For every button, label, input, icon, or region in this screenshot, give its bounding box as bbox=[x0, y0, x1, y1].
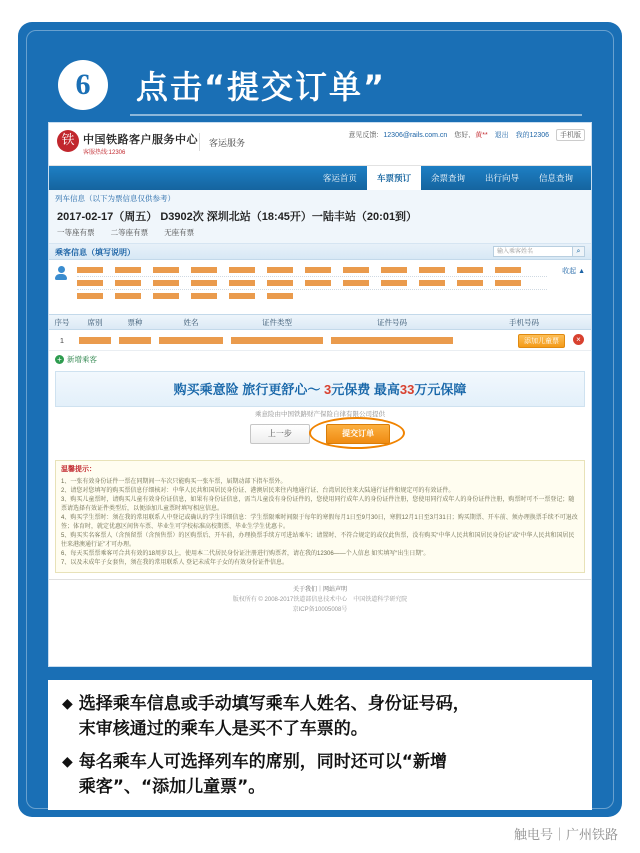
embedded-screenshot bbox=[48, 122, 592, 667]
insurance-price-unit: 元保费 bbox=[331, 382, 371, 397]
nav-item-list bbox=[313, 166, 583, 190]
row-index: 1 bbox=[59, 335, 65, 345]
nav-item-travel-guide[interactable]: 出行向导 bbox=[484, 173, 519, 183]
nav-item-ticket-booking[interactable]: 车票预订 bbox=[367, 166, 421, 190]
insurance-text bbox=[56, 379, 584, 398]
caption-bullet-1 bbox=[62, 692, 578, 742]
page-title: 点击“提交订单” bbox=[136, 68, 387, 106]
header-divider bbox=[130, 114, 582, 116]
seat-option-standing[interactable]: 无座有票 bbox=[164, 228, 195, 237]
logout-link[interactable]: 退出 bbox=[494, 132, 509, 139]
column-index: 序号 bbox=[54, 317, 70, 327]
collapse-toggle[interactable]: 收起 ▲ bbox=[562, 268, 585, 275]
train-info-detail: 2017-02-17（周五） D3902次 深圳北站（18:45开）一陆丰站（20:01到） bbox=[57, 211, 418, 223]
my12306-link[interactable]: 我的12306 bbox=[515, 132, 550, 139]
insurance-text-left: 购买乘意险 bbox=[173, 382, 239, 397]
passenger-row[interactable] bbox=[77, 277, 547, 290]
tips-item: 6、每天买票票乘客可合共有效的18周岁以上，使用本二代居民身份证注册进行购票者，请在我的12306——个人信息 如实填写“出生日期”。 bbox=[61, 550, 430, 557]
passenger-row[interactable] bbox=[77, 264, 547, 277]
caption-line: 末审核通过的乘车人是买不了车票的。 bbox=[78, 719, 368, 739]
main-nav bbox=[49, 166, 591, 190]
row-idtype-value[interactable] bbox=[231, 337, 323, 344]
tips-box bbox=[55, 460, 585, 573]
tips-item: 1、一张有效身份证件一票在同期间一车次只能购买一张车票，届期动部下指车票外。 bbox=[61, 478, 287, 485]
passenger-table-header bbox=[49, 314, 591, 330]
column-id-number: 证件号码 bbox=[377, 317, 407, 327]
table-row[interactable] bbox=[49, 330, 591, 351]
delete-icon[interactable]: × bbox=[573, 334, 584, 345]
search-icon[interactable]: ⌕ bbox=[572, 246, 585, 257]
footer-copyright: 版权所有 © 2008-2017铁道部信息技术中心 中国铁道科学研究院 bbox=[232, 596, 408, 603]
insurance-text-mid: 旅行更舒心～ bbox=[242, 382, 321, 397]
submit-order-button[interactable]: 提交订单 bbox=[326, 424, 390, 444]
caption-line: 每名乘车人可选择列车的席别，同时还可以“新增 bbox=[78, 752, 447, 772]
column-name: 姓名 bbox=[183, 317, 199, 327]
passenger-search-input[interactable]: 输入乘客姓名 bbox=[493, 246, 585, 257]
tips-item: 2、请您对您填写的购买票信息仔细核对：中华人民共和国居民身份证、港澳居民来往内地通行证、台湾居民往来大陆通行证件和规定可的有效证件。 bbox=[61, 487, 455, 494]
top-right-bar bbox=[343, 129, 585, 141]
plus-icon: + bbox=[55, 355, 64, 364]
passenger-section-title: 乘客信息（填写说明） bbox=[55, 248, 135, 257]
service-hotline: 客服热线:12306 bbox=[83, 150, 126, 156]
submit-order-wrapper bbox=[326, 424, 390, 444]
feedback-label: 意见反馈: bbox=[348, 132, 379, 139]
insurance-cover-unit: 万元保障 bbox=[414, 382, 467, 397]
site-logo-text: 中国铁路客户服务中心 bbox=[83, 134, 198, 146]
railway-logo-icon: 铁 bbox=[57, 130, 79, 152]
caption-line: 乘客”、“添加儿童票”。 bbox=[78, 777, 266, 797]
passenger-checkbox-rows bbox=[77, 264, 547, 302]
greeting-label: 您好, bbox=[454, 132, 471, 139]
caption-line: 选择乘车信息或手动填写乘车人姓名、身份证号码， bbox=[78, 694, 470, 714]
tips-item: 3、购买儿童票时，请购买儿童有效身份证信息，如果有身份证信息，需当儿童没有身份证件的，您使用同行成年人的身份证件注册，您使用同行成年人的身份证件注册，购票时可不一票登记；随票请选择有效证件类型后，以便添加儿童票时填写相应信息。 bbox=[61, 496, 575, 512]
watermark: 触电号｜广州铁路 bbox=[513, 827, 618, 842]
seat-option-second-class[interactable]: 二等座有票 bbox=[110, 228, 149, 237]
column-id-type: 证件类型 bbox=[262, 317, 292, 327]
caption-text-1 bbox=[79, 692, 470, 742]
step-number-badge: 6 bbox=[58, 60, 108, 110]
bullet-marker-icon: ◆ bbox=[62, 695, 73, 711]
train-info-title: 列车信息（以下为票信息仅供参考） bbox=[55, 194, 175, 203]
insurance-cover-prefix: 最高 bbox=[373, 382, 400, 397]
highlight-annotation-ellipse bbox=[309, 417, 405, 449]
service-label: 客运服务 bbox=[209, 138, 246, 148]
footer-links[interactable]: 关于我们｜网站声明 bbox=[292, 586, 347, 593]
header bbox=[18, 22, 622, 110]
site-top-bar bbox=[49, 123, 591, 166]
column-seat-class: 席别 bbox=[87, 317, 103, 327]
row-seat-value[interactable] bbox=[79, 337, 111, 344]
tips-item: 5、购买实名客票人（含预留票（含预售票）的区购票后、开车前，办理换票手续方可进站乘车；请置时、不符合规定的或仅此售票，没有购买“中华人民共和国居民身份证”或“中华人民共和国居民往来港澳通行证”才可办理。 bbox=[61, 532, 575, 548]
tips-item: 4、购买学生票时：须在我的常用联系人中登记或确认的学生详细信息：学生票限乘时间限于每年的寒假每月1日至9月30日，寒假12月1日至3月31日；购买期票、开车前、须办理换票手续不可退改签；体育时，就定优惠区间售车票、毕业生可学校标准高校期票、毕业生学生优惠卡。 bbox=[61, 514, 578, 530]
person-icon bbox=[55, 266, 67, 280]
train-info-section bbox=[49, 190, 591, 244]
user-name: 黄** bbox=[475, 132, 488, 139]
insurance-note: 乘意险由中国铁路财产保险自律有限公司提供 bbox=[255, 411, 385, 418]
insurance-cover-value: 33 bbox=[399, 382, 415, 397]
caption-text-2 bbox=[79, 750, 447, 800]
column-phone: 手机号码 bbox=[509, 317, 539, 327]
nav-item-home[interactable]: 客运首页 bbox=[322, 173, 357, 183]
tips-item: 7、以及未成年子女套售，须在我的常用联系人 登记未成年子女的有效身份证件信息。 bbox=[61, 559, 289, 566]
mobile-version-button[interactable]: 手机版 bbox=[556, 129, 585, 141]
add-child-ticket-button[interactable]: 添加儿童票 bbox=[518, 334, 565, 348]
add-passenger-button[interactable] bbox=[49, 351, 591, 369]
footer-icp: 京ICP备10005008号 bbox=[292, 606, 348, 613]
passenger-row[interactable] bbox=[77, 290, 547, 302]
insurance-price: 3 bbox=[323, 382, 332, 397]
row-name-value[interactable] bbox=[159, 337, 223, 344]
row-idnumber-value[interactable] bbox=[331, 337, 453, 344]
caption-bullet-2 bbox=[62, 750, 578, 800]
row-ticket-value[interactable] bbox=[119, 337, 151, 344]
seat-availability-list bbox=[55, 227, 585, 241]
blue-frame bbox=[18, 22, 622, 817]
logo-divider bbox=[199, 133, 200, 151]
feedback-mail-link[interactable]: 12306@rails.com.cn bbox=[383, 132, 448, 139]
passenger-picker bbox=[49, 260, 591, 314]
nav-item-info-query[interactable]: 信息查询 bbox=[538, 173, 573, 183]
tips-title: 温馨提示： bbox=[61, 466, 96, 473]
add-passenger-label: 新增乘客 bbox=[67, 355, 97, 364]
passenger-section-header bbox=[49, 244, 591, 260]
previous-step-button[interactable]: 上一步 bbox=[250, 424, 310, 444]
nav-item-remaining-tickets[interactable]: 余票查询 bbox=[430, 173, 465, 183]
column-ticket-type: 票种 bbox=[127, 317, 143, 327]
action-button-row bbox=[49, 424, 591, 454]
caption-box bbox=[48, 680, 592, 810]
site-footer bbox=[49, 579, 591, 616]
insurance-banner[interactable] bbox=[55, 371, 585, 407]
seat-option-first-class[interactable]: 一等座有票 bbox=[57, 228, 95, 237]
bullet-marker-icon: ◆ bbox=[62, 753, 73, 769]
